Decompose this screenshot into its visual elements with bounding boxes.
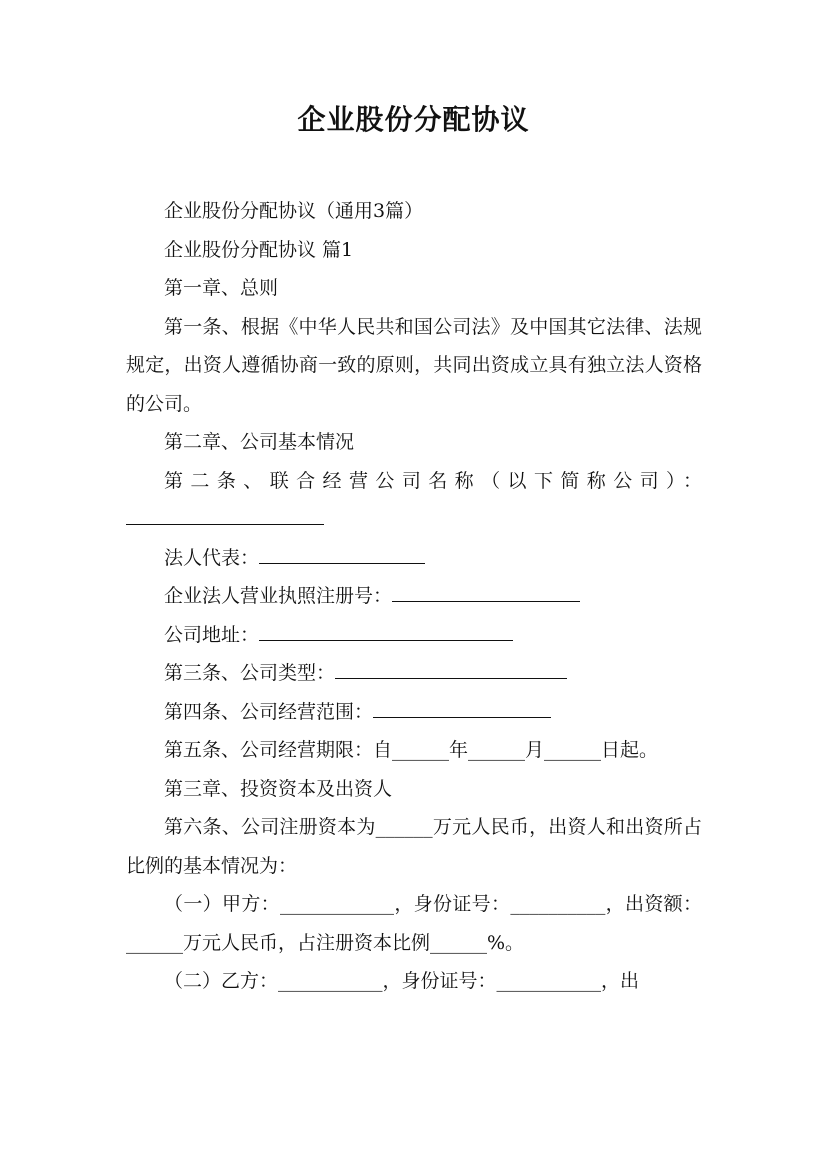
document-body	[126, 192, 702, 1001]
legal-rep-label: 法人代表：	[164, 546, 260, 569]
blank-line	[259, 618, 513, 641]
blank-line	[392, 579, 580, 602]
paragraph-article-4	[126, 693, 702, 732]
paragraph-article-2	[126, 462, 702, 539]
blank-line	[335, 656, 567, 679]
paragraph-chapter-1: 第一章、总则	[164, 277, 279, 299]
blank-line	[373, 695, 551, 718]
paragraph-party-b: （二）乙方：___________，身份证号：___________，出	[164, 970, 640, 992]
paragraph-party-a: （一）甲方：____________，身份证号：__________，出资额：______万元人民币，占注册资本比例______%。	[126, 893, 702, 954]
blank-line	[259, 541, 425, 564]
paragraph-article-6: 第六条、公司注册资本为______万元人民币，出资人和出资所占比例的基本情况为：	[126, 816, 702, 877]
article-3-text: 第三条、公司类型：	[164, 662, 336, 684]
blank-line	[126, 502, 324, 525]
paragraph-section-heading: 企业股份分配协议 篇1	[164, 238, 354, 261]
address-label: 公司地址：	[164, 623, 260, 646]
article-2-text: 第二条、联合经营公司名称（以下简称公司）：	[164, 469, 702, 492]
paragraph-article-3	[126, 654, 702, 693]
paragraph-article-1: 第一条、根据《中华人民共和国公司法》及中国其它法律、法规规定，出资人遵循协商一致的原则，共同出资成立具有独立法人资格的公司。	[126, 315, 702, 415]
paragraph-legal-rep	[126, 539, 702, 578]
document-title: 企业股份分配协议	[297, 103, 530, 136]
paragraph-subtitle: 企业股份分配协议（通用3篇）	[164, 200, 424, 222]
paragraph-license-no	[126, 577, 702, 616]
article-4-text: 第四条、公司经营范围：	[164, 700, 374, 723]
license-no-label: 企业法人营业执照注册号：	[164, 585, 393, 607]
paragraph-chapter-2: 第二章、公司基本情况	[164, 431, 355, 453]
paragraph-address	[126, 616, 702, 655]
paragraph-article-5: 第五条、公司经营期限：自______年______月______日起。	[164, 739, 659, 761]
paragraph-chapter-3: 第三章、投资资本及出资人	[164, 777, 393, 800]
